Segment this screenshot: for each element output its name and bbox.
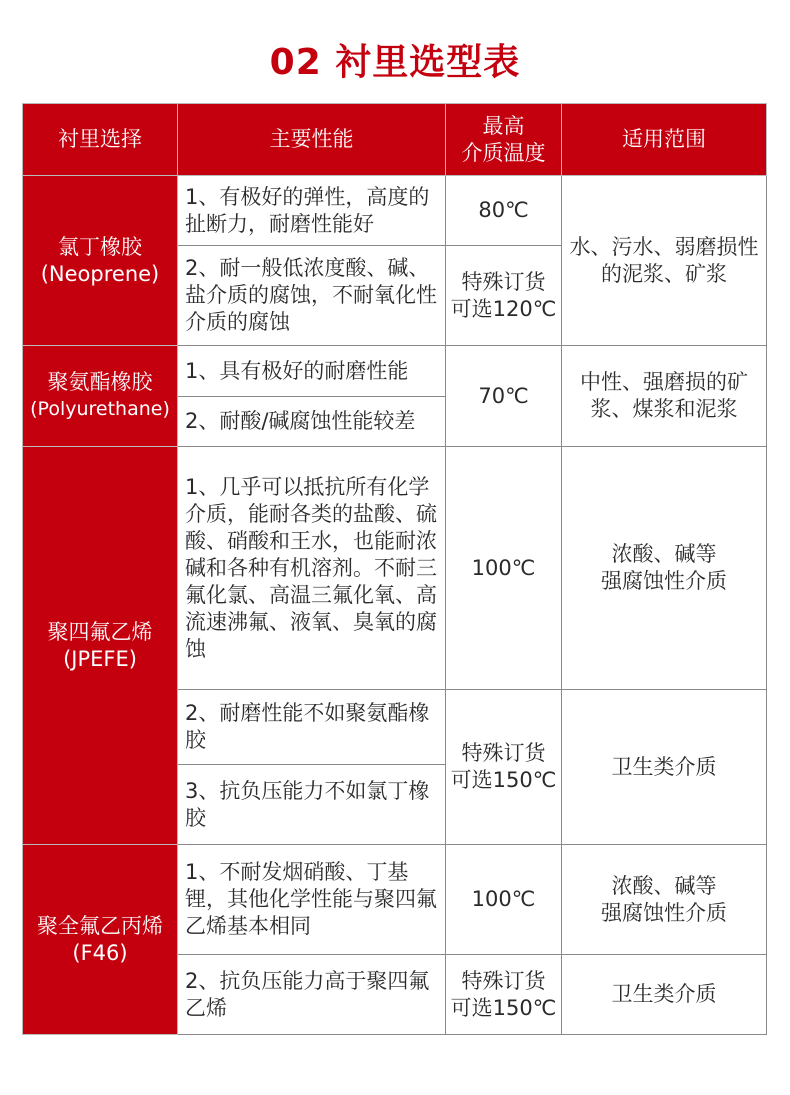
lining-selection-table [22, 103, 767, 1035]
performance-cell: 1、几乎可以抵抗所有化学介质，能耐各类的盐酸、硫酸、硝酸和王水，也能耐浓碱和各种有机溶剂。不耐三氟化氯、高温三氟化氧、高流速沸氟、液氧、臭氧的腐蚀 [178, 447, 446, 690]
lining-en-name: (JPEFE) [63, 646, 137, 671]
header-performance: 主要性能 [178, 104, 446, 176]
lining-en-name: (Neoprene) [40, 261, 160, 286]
scope-cell: 卫生类介质 [562, 955, 767, 1035]
lining-en-name: (F46) [72, 940, 128, 965]
performance-cell: 2、耐一般低浓度酸、碱、盐介质的腐蚀，不耐氧化性介质的腐蚀 [178, 246, 446, 346]
temp-line: 可选120℃ [450, 296, 557, 321]
lining-jpefe [23, 447, 178, 845]
temp-line: 特殊订货 [461, 968, 546, 993]
temp-cell [446, 690, 562, 845]
temp-cell: 70℃ [446, 346, 562, 447]
page-title: 02 衬里选型表 [269, 42, 521, 83]
scope-line: 浓酸、碱等 [611, 873, 717, 898]
header-max-temp-line2: 介质温度 [461, 140, 546, 165]
lining-polyurethane [23, 346, 178, 447]
performance-cell: 1、不耐发烟硝酸、丁基锂，其他化学性能与聚四氟乙烯基本相同 [178, 845, 446, 955]
scope-cell: 水、污水、弱磨损性的泥浆、矿浆 [562, 176, 767, 346]
scope-line: 强腐蚀性介质 [601, 900, 727, 925]
lining-name: 聚全氟乙丙烯 [37, 913, 163, 938]
lining-name: 聚四氟乙烯 [47, 619, 153, 644]
lining-neoprene [23, 176, 178, 346]
temp-cell: 100℃ [446, 845, 562, 955]
performance-cell: 1、具有极好的耐磨性能 [178, 346, 446, 397]
performance-cell: 2、耐酸/碱腐蚀性能较差 [178, 397, 446, 447]
performance-cell: 1、有极好的弹性，高度的扯断力，耐磨性能好 [178, 176, 446, 246]
scope-cell [562, 845, 767, 955]
performance-cell: 2、耐磨性能不如聚氨酯橡胶 [178, 690, 446, 765]
header-scope: 适用范围 [562, 104, 767, 176]
lining-name: 氯丁橡胶 [58, 234, 142, 259]
table-header-row [23, 104, 767, 176]
scope-line: 强腐蚀性介质 [601, 569, 727, 593]
header-max-temp-line1: 最高 [482, 113, 525, 138]
lining-f46 [23, 845, 178, 1035]
temp-line: 特殊订货 [461, 741, 546, 765]
table-row [23, 447, 767, 690]
scope-cell [562, 447, 767, 690]
header-max-temp [446, 104, 562, 176]
temp-cell: 80℃ [446, 176, 562, 246]
table-row [23, 346, 767, 397]
temp-cell: 100℃ [446, 447, 562, 690]
scope-cell: 卫生类介质 [562, 690, 767, 845]
scope-cell: 中性、强磨损的矿浆、煤浆和泥浆 [562, 346, 767, 447]
lining-name: 聚氨酯橡胶 [47, 370, 153, 394]
performance-cell: 3、抗负压能力不如氯丁橡胶 [178, 765, 446, 845]
lining-en-name: (Polyurethane) [30, 398, 170, 420]
temp-cell [446, 955, 562, 1035]
table-row [23, 176, 767, 246]
temp-line: 特殊订货 [461, 269, 546, 294]
header-lining: 衬里选择 [23, 104, 178, 176]
temp-line: 可选150℃ [450, 995, 557, 1020]
temp-line: 可选150℃ [450, 768, 557, 792]
scope-line: 浓酸、碱等 [611, 542, 717, 566]
performance-cell: 2、抗负压能力高于聚四氟乙烯 [178, 955, 446, 1035]
temp-cell [446, 246, 562, 346]
table-row [23, 845, 767, 955]
